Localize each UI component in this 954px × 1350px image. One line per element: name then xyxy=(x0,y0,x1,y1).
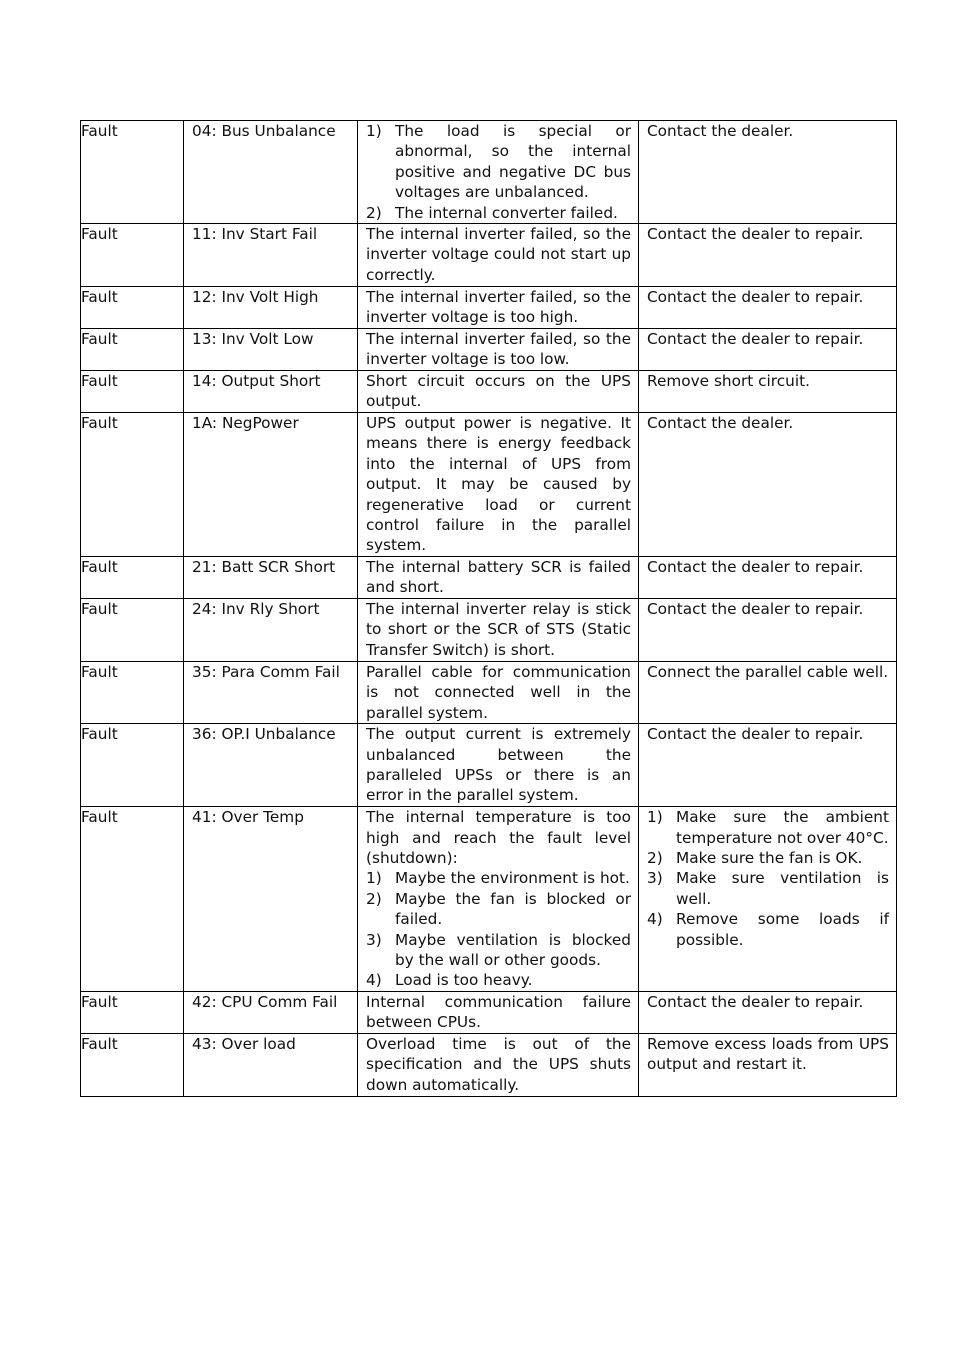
fault-code: 24: Inv Rly Short xyxy=(184,598,358,661)
fault-solution: Contact the dealer. xyxy=(639,121,897,224)
fault-cause: The internal inverter relay is stick to short or the SCR of STS (Static Transfer Switch) is short. xyxy=(358,598,639,661)
fault-cause: The internal inverter failed, so the inverter voltage could not start up correctly. xyxy=(358,224,639,287)
fault-cause: Short circuit occurs on the UPS output. xyxy=(358,371,639,413)
table-row xyxy=(81,807,897,992)
fault-solution: Contact the dealer to repair. xyxy=(639,556,897,598)
fault-code: 11: Inv Start Fail xyxy=(184,224,358,287)
fault-solution xyxy=(639,807,897,992)
fault-code: 13: Inv Volt Low xyxy=(184,329,358,371)
table-row xyxy=(81,329,897,371)
fault-solution: Contact the dealer to repair. xyxy=(639,287,897,329)
table-row xyxy=(81,556,897,598)
fault-code: 14: Output Short xyxy=(184,371,358,413)
fault-cause xyxy=(358,121,639,224)
table-row xyxy=(81,991,897,1033)
fault-type: Fault xyxy=(81,224,184,287)
fault-solution: Contact the dealer to repair. xyxy=(639,598,897,661)
fault-cause: Overload time is out of the specification and the UPS shuts down automatically. xyxy=(358,1033,639,1096)
fault-code: 41: Over Temp xyxy=(184,807,358,992)
fault-code: 21: Batt SCR Short xyxy=(184,556,358,598)
fault-cause: The internal inverter failed, so the inverter voltage is too low. xyxy=(358,329,639,371)
table-row xyxy=(81,724,897,807)
fault-type: Fault xyxy=(81,807,184,992)
cause-intro: The internal temperature is too high and reach the fault level (shutdown): xyxy=(366,808,631,867)
fault-cause xyxy=(358,807,639,992)
fault-type: Fault xyxy=(81,724,184,807)
fault-type: Fault xyxy=(81,329,184,371)
fault-type: Fault xyxy=(81,598,184,661)
fault-solution: Contact the dealer to repair. xyxy=(639,224,897,287)
fault-type: Fault xyxy=(81,556,184,598)
fault-type: Fault xyxy=(81,371,184,413)
fault-code: 35: Para Comm Fail xyxy=(184,661,358,723)
fault-cause: UPS output power is negative. It means there is energy feedback into the internal of UPS from output. It may be caused by regenerative load or current control failure in the parallel system. xyxy=(358,413,639,557)
table-row xyxy=(81,598,897,661)
fault-cause: The internal battery SCR is failed and short. xyxy=(358,556,639,598)
fault-cause: Parallel cable for communication is not connected well in the parallel system. xyxy=(358,661,639,723)
fault-table xyxy=(80,120,897,1097)
fault-type: Fault xyxy=(81,413,184,557)
list-item: 1) Make sure the ambient temperature not over 40°C. xyxy=(647,808,889,847)
fault-type: Fault xyxy=(81,121,184,224)
list-item: 4) Remove some loads if possible. xyxy=(647,910,889,949)
table-row xyxy=(81,371,897,413)
fault-cause: The internal inverter failed, so the inverter voltage is too high. xyxy=(358,287,639,329)
fault-solution: Contact the dealer. xyxy=(639,413,897,557)
table-row xyxy=(81,121,897,224)
fault-type: Fault xyxy=(81,661,184,723)
table-row xyxy=(81,1033,897,1096)
fault-code: 42: CPU Comm Fail xyxy=(184,991,358,1033)
fault-solution: Remove short circuit. xyxy=(639,371,897,413)
fault-type: Fault xyxy=(81,1033,184,1096)
fault-cause: The output current is extremely unbalanced between the paralleled UPSs or there is an error in the parallel system. xyxy=(358,724,639,807)
table-row xyxy=(81,224,897,287)
fault-code: 12: Inv Volt High xyxy=(184,287,358,329)
list-item: 1) Maybe the environment is hot. xyxy=(366,869,630,888)
list-item: 2) Maybe the fan is blocked or failed. xyxy=(366,889,631,929)
fault-code: 1A: NegPower xyxy=(184,413,358,557)
fault-type: Fault xyxy=(81,991,184,1033)
list-item: 3) Maybe ventilation is blocked by the wall or other goods. xyxy=(366,930,631,969)
list-item: 2) Make sure the fan is OK. xyxy=(647,848,863,867)
list-item: 2) The internal converter failed. xyxy=(366,203,618,222)
fault-type: Fault xyxy=(81,287,184,329)
list-item: 4) Load is too heavy. xyxy=(366,971,533,990)
table-row xyxy=(81,661,897,723)
table-row xyxy=(81,287,897,329)
fault-solution: Contact the dealer to repair. xyxy=(639,329,897,371)
fault-solution: Contact the dealer to repair. xyxy=(639,724,897,807)
fault-solution: Connect the parallel cable well. xyxy=(639,661,897,723)
fault-solution: Contact the dealer to repair. xyxy=(639,991,897,1033)
fault-code: 43: Over load xyxy=(184,1033,358,1096)
table-row xyxy=(81,413,897,557)
list-item: 3) Make sure ventilation is well. xyxy=(647,869,889,908)
fault-cause: Internal communication failure between CPUs. xyxy=(358,991,639,1033)
fault-code: 36: OP.I Unbalance xyxy=(184,724,358,807)
fault-solution: Remove excess loads from UPS output and restart it. xyxy=(639,1033,897,1096)
list-item: 1) The load is special or abnormal, so the internal positive and negative DC bus voltages are unbalanced. xyxy=(366,122,631,202)
fault-code: 04: Bus Unbalance xyxy=(184,121,358,224)
